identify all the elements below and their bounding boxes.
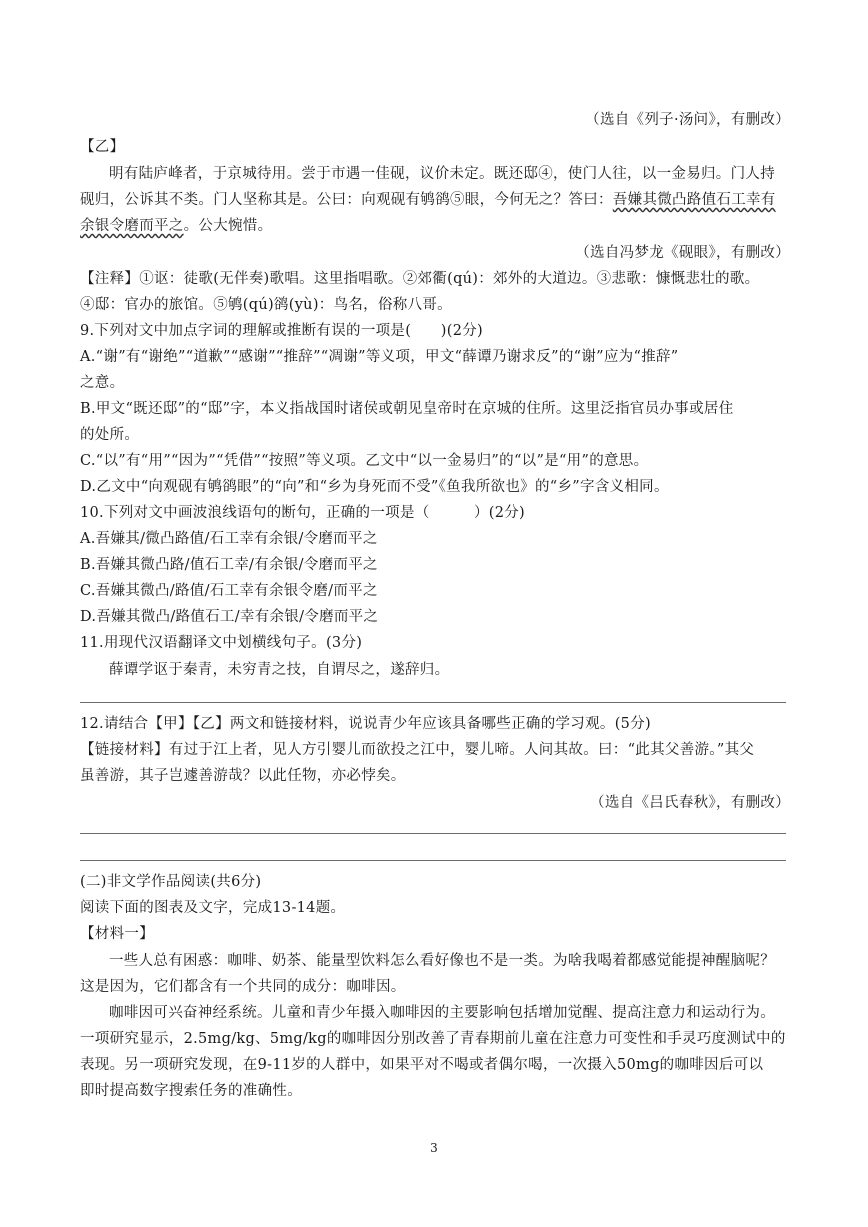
material-1-p2-line-3: 表现。另一项研究发现，在9-11岁的人群中，如果平对不喝或者偶尔喝，一次摄入50mg的咖啡因后可以 xyxy=(80,1057,764,1073)
passage-yi-source: （选自冯梦龙《砚眼》，有删改） xyxy=(575,245,790,261)
material-1-p1-line-2: 这是因为，它们都含有一个共同的成分：咖啡因。 xyxy=(80,979,406,995)
question-10-option-a: A.吾嫌其/微凸路值/石工幸有余银/令磨而平之 xyxy=(80,531,378,547)
yi-text: 。公大惋惜。 xyxy=(183,218,273,234)
wavy-underlined-sentence-cont: 余银令磨而平之 xyxy=(80,218,184,234)
page-number: 3 xyxy=(430,1141,438,1155)
notes-line-1: 【注释】①讴：徒歌(无伴奏)歌唱。这里指唱歌。②郊衢(qú)：郊外的大道边。③悲歌：慷慨悲壮的歌。 xyxy=(80,271,760,287)
yi-text: 砚归，公诉其不类。门人坚称其是。公曰：向观砚有鸲鹆⑤眼，今何无之？答曰： xyxy=(80,192,613,208)
question-9-option-b: B.甲文“既还邸”的“邸”字，本义指战国时诸侯或朝见皇帝时在京城的住所。这里泛指官员办事或居住 xyxy=(80,401,734,417)
answer-line xyxy=(80,833,786,834)
question-11-stem: 11.用现代汉语翻译文中划横线句子。(3分) xyxy=(80,635,363,651)
answer-line xyxy=(80,702,786,703)
question-9-option-c: C.“以”有“用”“因为”“凭借”“按照”等义项。乙文中“以一金易归”的“以”是“用”的意思。 xyxy=(80,453,649,469)
passage-yi-line-2 xyxy=(80,190,790,210)
link-material-source: （选自《吕氏春秋》，有删改） xyxy=(590,795,790,811)
material-1-p2-line-4: 即时提高数字搜索任务的准确性。 xyxy=(80,1083,302,1099)
section-2-instruction: 阅读下面的图表及文字，完成13-14题。 xyxy=(80,900,346,916)
question-9-option-b-cont: 的处所。 xyxy=(80,427,140,443)
link-material-line-1: 【链接材料】有过于江上者，见人方引婴儿而欲投之江中，婴儿啼。人问其故。曰：“此其父善游。”其父 xyxy=(80,742,755,758)
passage-yi-label: 【乙】 xyxy=(80,139,125,155)
passage-yi-line-1: 明有陆庐峰者，于京城待用。尝于市遇一佳砚，议价未定。既还邸④，使门人往，以一金易归。门人持 xyxy=(109,166,775,182)
question-12-stem: 12.请结合【甲】【乙】两文和链接材料，说说青少年应该具备哪些正确的学习观。(5分) xyxy=(80,716,651,732)
link-material-line-2: 虽善游，其子岂遽善游哉？以此任物，亦必悖矣。 xyxy=(80,768,406,784)
material-1-p2-line-2: 一项研究显示，2.5mg/kg、5mg/kg的咖啡因分别改善了青春期前儿童在注意力可变性和手灵巧度测试中的 xyxy=(80,1031,786,1047)
notes-line-2: ④邸：官办的旅馆。⑤鸲(qú)鹆(yù)：鸟名，俗称八哥。 xyxy=(80,297,452,313)
material-1-label: 【材料一】 xyxy=(80,926,154,942)
question-9-option-d: D.乙文中“向观砚有鸲鹆眼”的“向”和“乡为身死而不受”《鱼我所欲也》的“乡”字含义相同。 xyxy=(80,479,669,495)
question-10-option-d: D.吾嫌其微凸/路值石工/幸有余银/令磨而平之 xyxy=(80,609,379,625)
answer-line xyxy=(80,860,786,861)
question-10-option-c: C.吾嫌其微凸/路值/石工幸有余银令磨/而平之 xyxy=(80,583,378,599)
question-10-stem: 10.下列对文中画波浪线语句的断句，正确的一项是（ ）(2分) xyxy=(80,505,525,521)
section-2-title: (二)非文学作品阅读(共6分) xyxy=(80,874,262,890)
question-9-stem: 9.下列对文中加点字词的理解或推断有误的一项是( )(2分) xyxy=(80,323,483,339)
passage-jia-source: （选自《列子·汤问》，有删改） xyxy=(585,112,790,128)
question-9-option-a: A.“谢”有“谢绝”“道歉”“感谢”“推辞”“凋谢”等义项，甲文“薛谭乃谢求反”的“谢”应为“推辞” xyxy=(80,349,679,365)
material-1-p1-line-1: 一些人总有困惑：咖啡、奶茶、能量型饮料怎么看好像也不是一类。为啥我喝着都感觉能提神醒脑呢？ xyxy=(109,953,775,969)
passage-yi-line-3 xyxy=(80,216,790,236)
question-11-sentence: 薛谭学讴于秦青，未穷青之技，自谓尽之，遂辞归。 xyxy=(109,662,450,678)
material-1-p2-line-1: 咖啡因可兴奋神经系统。儿童和青少年摄入咖啡因的主要影响包括增加觉醒、提高注意力和运动行为。 xyxy=(109,1005,775,1021)
wavy-underlined-sentence: 吾嫌其微凸路值石工幸有 xyxy=(612,192,776,208)
question-9-option-a-cont: 之意。 xyxy=(80,375,125,391)
question-10-option-b: B.吾嫌其微凸路/值石工幸/有余银/令磨而平之 xyxy=(80,557,378,573)
